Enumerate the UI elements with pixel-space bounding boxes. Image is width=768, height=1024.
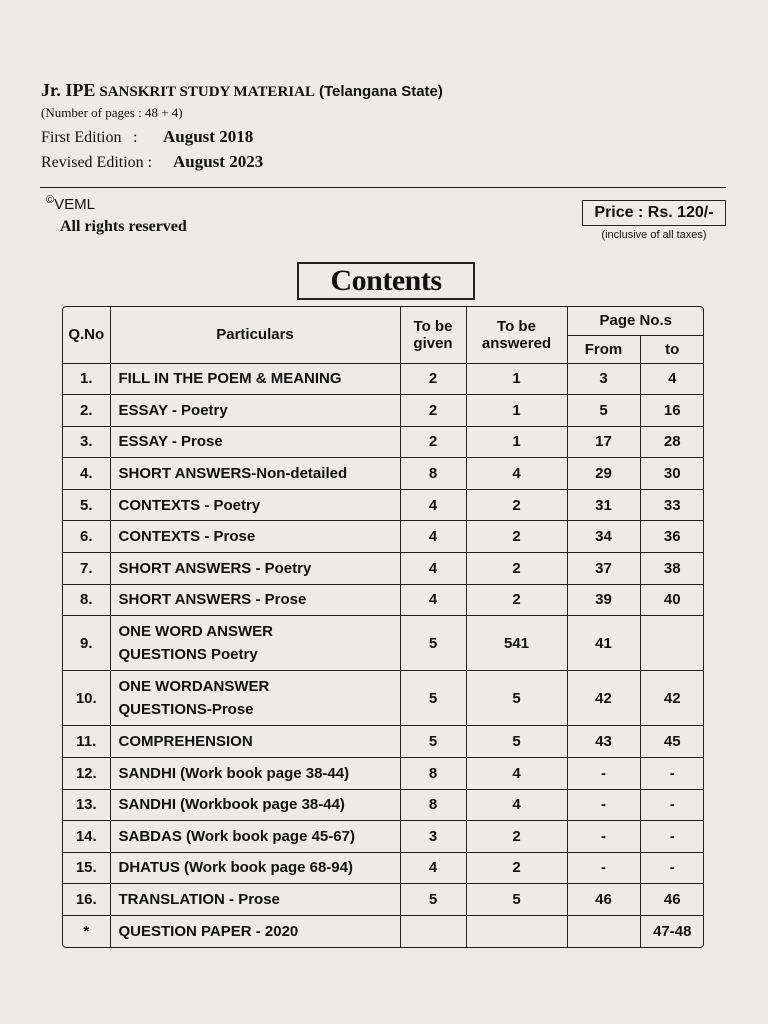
title-jr: Jr. IPE (41, 80, 96, 100)
row-page-to: 38 (640, 553, 704, 585)
rights-reserved: All rights reserved (60, 218, 187, 235)
row-page-to: - (640, 821, 704, 853)
row-to-be-answered: 5 (466, 671, 567, 726)
row-to-be-given: 5 (400, 616, 466, 671)
row-particulars (110, 584, 400, 616)
row-page-to: - (640, 852, 704, 884)
row-to-be-answered: 5 (466, 884, 567, 916)
row-to-be-given: 8 (400, 458, 466, 490)
row-qno: 8. (63, 584, 110, 616)
row-to-be-given: 5 (400, 671, 466, 726)
row-qno: 6. (63, 521, 110, 553)
contents-heading: Contents (297, 262, 475, 300)
row-to-be-answered: 2 (466, 553, 567, 585)
pages-note: (Number of pages : 48 + 4) (41, 105, 183, 120)
row-to-be-answered: 2 (466, 584, 567, 616)
row-particulars-line1: SABDAS (Work book page 45-67) (118, 827, 355, 845)
row-particulars (110, 757, 400, 789)
row-particulars (110, 553, 400, 585)
row-to-be-answered: 2 (466, 821, 567, 853)
row-particulars-line1: CONTEXTS - Prose (118, 528, 256, 546)
row-page-to: 47-48 (640, 915, 704, 947)
row-page-from: - (567, 757, 640, 789)
row-qno: 4. (63, 458, 110, 490)
header-from: From (567, 335, 640, 363)
row-particulars (110, 395, 400, 427)
row-to-be-answered: 2 (466, 489, 567, 521)
first-edition-label: First Edition (41, 129, 122, 146)
revised-edition-label: Revised Edition : (41, 154, 153, 171)
row-to-be-answered: 4 (466, 757, 567, 789)
row-qno: 12. (63, 757, 110, 789)
row-qno: 3. (63, 426, 110, 458)
row-page-from: 17 (567, 426, 640, 458)
table-row (63, 584, 704, 616)
title-state: (Telangana State) (318, 83, 443, 100)
copyright-holder: VEML (54, 196, 95, 213)
row-page-to: 30 (640, 458, 704, 490)
contents-rows (63, 363, 704, 947)
contents-table (62, 306, 704, 948)
row-page-from: 46 (567, 884, 640, 916)
row-page-to (640, 616, 704, 671)
header-to-be-given-line2: given (413, 334, 453, 352)
row-to-be-given: 2 (400, 363, 466, 395)
table-row (63, 616, 704, 671)
row-page-to: 36 (640, 521, 704, 553)
row-to-be-given: 2 (400, 426, 466, 458)
row-particulars-line1: CONTEXTS - Poetry (118, 496, 261, 514)
table-row (63, 553, 704, 585)
row-particulars-line1: ONE WORDANSWER (118, 678, 270, 696)
header-particulars: Particulars (110, 307, 400, 363)
row-to-be-answered: 5 (466, 726, 567, 758)
row-page-from: 41 (567, 616, 640, 671)
row-particulars-line1: SHORT ANSWERS-Non-detailed (118, 465, 348, 483)
row-qno: 1. (63, 363, 110, 395)
table-row (63, 489, 704, 521)
row-particulars-line1: SHORT ANSWERS - Prose (118, 591, 307, 609)
header-to-be-given (400, 307, 466, 363)
row-page-from: 43 (567, 726, 640, 758)
table-row (63, 671, 704, 726)
row-to-be-given: 5 (400, 884, 466, 916)
row-particulars-line1: ESSAY - Poetry (118, 401, 228, 419)
row-particulars-line1: DHATUS (Work book page 68-94) (118, 859, 353, 877)
title-name: SANSKRIT STUDY MATERIAL (99, 84, 315, 100)
row-page-from: 39 (567, 584, 640, 616)
row-particulars (110, 852, 400, 884)
row-particulars-line1: SHORT ANSWERS - Poetry (118, 559, 312, 577)
row-page-to: - (640, 757, 704, 789)
row-qno: 5. (63, 489, 110, 521)
row-to-be-given: 4 (400, 489, 466, 521)
table-row (63, 521, 704, 553)
row-particulars-line1: FILL IN THE POEM & MEANING (118, 370, 342, 388)
first-edition-value: August 2018 (163, 127, 254, 146)
table-row (63, 426, 704, 458)
table-row (63, 789, 704, 821)
row-page-to: 40 (640, 584, 704, 616)
row-page-from: - (567, 821, 640, 853)
row-to-be-answered: 2 (466, 852, 567, 884)
header-to: to (640, 335, 704, 363)
table-row (63, 458, 704, 490)
table-row (63, 915, 704, 947)
header-to-be-answered-line1: To be (497, 317, 536, 335)
row-page-from: 34 (567, 521, 640, 553)
row-page-to: - (640, 789, 704, 821)
row-to-be-given: 4 (400, 521, 466, 553)
first-edition-separator: : (133, 129, 138, 146)
header-to-be-answered (466, 307, 567, 363)
row-to-be-answered: 541 (466, 616, 567, 671)
row-page-from: 29 (567, 458, 640, 490)
row-particulars-line1: SANDHI (Work book page 38-44) (118, 764, 350, 782)
row-page-from (567, 915, 640, 947)
row-particulars (110, 915, 400, 947)
row-page-to: 4 (640, 363, 704, 395)
row-page-to: 45 (640, 726, 704, 758)
table-row (63, 726, 704, 758)
table-row (63, 757, 704, 789)
row-to-be-answered: 2 (466, 521, 567, 553)
row-to-be-given: 8 (400, 757, 466, 789)
row-to-be-given: 5 (400, 726, 466, 758)
row-page-to: 46 (640, 884, 704, 916)
row-page-from: 3 (567, 363, 640, 395)
first-edition (41, 127, 253, 147)
row-particulars-line2: QUESTIONS Poetry (118, 646, 258, 664)
row-page-from: - (567, 852, 640, 884)
row-particulars-line1: TRANSLATION - Prose (118, 891, 280, 909)
row-page-to: 33 (640, 489, 704, 521)
row-particulars (110, 726, 400, 758)
row-particulars-line1: COMPREHENSION (118, 733, 253, 751)
row-to-be-answered: 4 (466, 789, 567, 821)
material-title (41, 80, 443, 101)
row-particulars-line1: ONE WORD ANSWER (118, 623, 273, 641)
table-row (63, 852, 704, 884)
row-to-be-given (400, 915, 466, 947)
row-to-be-answered: 1 (466, 395, 567, 427)
row-page-from: - (567, 789, 640, 821)
copyright-line (46, 194, 95, 213)
header-to-be-given-line1: To be (413, 317, 453, 335)
row-qno: 16. (63, 884, 110, 916)
row-page-to: 28 (640, 426, 704, 458)
row-to-be-given: 2 (400, 395, 466, 427)
table-row (63, 363, 704, 395)
table-row (63, 395, 704, 427)
revised-edition (41, 152, 263, 172)
row-page-from: 31 (567, 489, 640, 521)
row-to-be-answered: 4 (466, 458, 567, 490)
row-qno: 13. (63, 789, 110, 821)
row-particulars (110, 884, 400, 916)
row-to-be-answered: 1 (466, 426, 567, 458)
row-to-be-given: 4 (400, 852, 466, 884)
row-particulars-line1: QUESTION PAPER - 2020 (118, 922, 299, 940)
row-particulars (110, 671, 400, 726)
row-page-from: 5 (567, 395, 640, 427)
row-particulars (110, 789, 400, 821)
row-particulars (110, 458, 400, 490)
row-particulars (110, 616, 400, 671)
row-qno: 9. (63, 616, 110, 671)
row-qno: 10. (63, 671, 110, 726)
table-row (63, 884, 704, 916)
row-particulars (110, 821, 400, 853)
row-to-be-answered (466, 915, 567, 947)
row-to-be-given: 8 (400, 789, 466, 821)
row-particulars (110, 489, 400, 521)
table-row (63, 821, 704, 853)
header-page-nos: Page No.s (567, 307, 704, 335)
row-to-be-given: 4 (400, 584, 466, 616)
price-note: (inclusive of all taxes) (601, 229, 707, 241)
row-particulars-line2: QUESTIONS-Prose (118, 701, 254, 719)
row-page-from: 42 (567, 671, 640, 726)
row-particulars (110, 363, 400, 395)
row-to-be-given: 3 (400, 821, 466, 853)
header-divider (40, 187, 726, 188)
row-qno: 7. (63, 553, 110, 585)
row-to-be-given: 4 (400, 553, 466, 585)
copyright-symbol: © (46, 194, 55, 206)
row-qno: * (63, 915, 110, 947)
row-particulars (110, 426, 400, 458)
row-page-to: 16 (640, 395, 704, 427)
row-page-from: 37 (567, 553, 640, 585)
row-qno: 11. (63, 726, 110, 758)
row-particulars (110, 521, 400, 553)
price-box: Price : Rs. 120/- (582, 200, 726, 226)
row-qno: 15. (63, 852, 110, 884)
row-particulars-line1: ESSAY - Prose (118, 433, 223, 451)
row-qno: 2. (63, 395, 110, 427)
row-page-to: 42 (640, 671, 704, 726)
header-qno: Q.No (63, 307, 110, 363)
revised-edition-value: August 2023 (173, 152, 264, 171)
header-to-be-answered-line2: answered (481, 334, 552, 352)
row-particulars-line1: SANDHI (Workbook page 38-44) (118, 796, 345, 814)
row-to-be-answered: 1 (466, 363, 567, 395)
row-qno: 14. (63, 821, 110, 853)
